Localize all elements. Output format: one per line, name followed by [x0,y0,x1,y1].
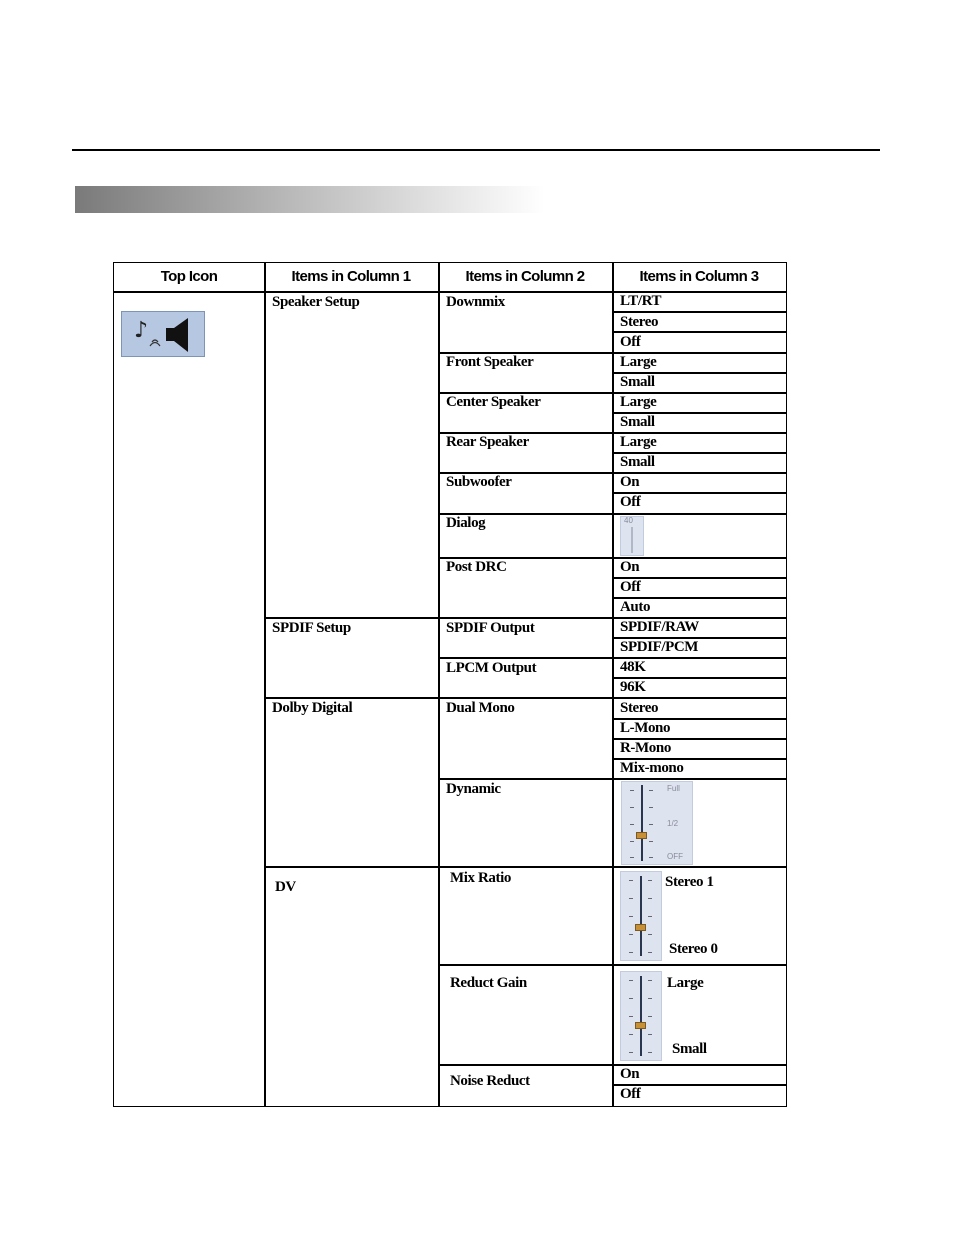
col3-value: On [620,1066,640,1082]
reduct-gain-top-label: Large [667,975,704,991]
col3-value: Mix-mono [620,760,684,776]
col2-mix-ratio: Mix Ratio [450,870,511,886]
col3-value: On [620,559,640,575]
col3-value: Stereo [620,314,659,330]
speaker-icon [122,312,206,358]
slider-tick [648,1052,652,1053]
col3-value: Off [620,1086,641,1102]
mix-ratio-bottom-label: Stereo 0 [669,941,718,957]
slider-tick [630,857,634,858]
row-sep [438,964,786,966]
col2-lpcm-output: LPCM Output [446,660,537,676]
audio-setup-icon [121,311,205,357]
col2-rear-speaker: Rear Speaker [446,434,529,450]
col2-front-speaker: Front Speaker [446,354,534,370]
slider-tick [649,790,653,791]
header-column-1: Items in Column 1 [291,268,411,285]
slider-tick [648,1016,652,1017]
slider-tick [649,841,653,842]
col3-value: SPDIF/RAW [620,619,699,635]
slider-track [640,976,642,1056]
slider-tick [649,857,653,858]
slider-track [631,527,633,553]
col2-center-speaker: Center Speaker [446,394,541,410]
slider-thumb[interactable] [635,924,646,931]
col3-value: Small [620,414,655,430]
col2-downmix: Downmix [446,294,505,310]
col2-dynamic: Dynamic [446,781,501,797]
section-header-bar [75,186,545,213]
row-sep [438,1064,786,1066]
col3-value: Off [620,334,641,350]
header-column-3: Items in Column 3 [639,268,759,285]
dynamic-slider-bottom-label: OFF [667,852,683,861]
col1-spdif-setup: SPDIF Setup [272,620,351,636]
col3-value: Off [620,579,641,595]
slider-tick [629,980,633,981]
col3-value: R-Mono [620,740,671,756]
slider-thumb[interactable] [636,832,647,839]
col3-value: Large [620,434,657,450]
slider-tick [629,898,633,899]
slider-tick [630,841,634,842]
col3-value: Small [620,374,655,390]
mix-ratio-top-label: Stereo 1 [665,874,714,890]
col2-dual-mono: Dual Mono [446,700,515,716]
col1-dv: DV [275,879,296,895]
col2-dialog: Dialog [446,515,486,531]
col3-value: Large [620,354,657,370]
slider-tick [649,824,653,825]
slider-tick [629,952,633,953]
slider-tick [648,980,652,981]
slider-tick [648,934,652,935]
col3-value: Off [620,494,641,510]
row-sep [438,513,786,515]
header-column-2: Items in Column 2 [465,268,585,285]
slider-track [640,876,642,956]
slider-tick [649,807,653,808]
dialog-slider[interactable] [620,516,644,556]
col1-speaker-setup: Speaker Setup [272,294,360,310]
col1-dolby-digital: Dolby Digital [272,700,353,716]
slider-tick [629,998,633,999]
col2-reduct-gain: Reduct Gain [450,975,527,991]
mix-ratio-slider[interactable] [620,871,662,961]
row-sep [264,866,786,868]
slider-tick [629,916,633,917]
col3-value: 48K [620,659,646,675]
col3-value: 96K [620,679,646,695]
col3-value: L-Mono [620,720,671,736]
col2-noise-reduct: Noise Reduct [450,1073,530,1089]
slider-tick [629,1016,633,1017]
col3-value: Auto [620,599,651,615]
col3-value: Small [620,454,655,470]
slider-tick [629,1034,633,1035]
slider-thumb[interactable] [635,1022,646,1029]
top-rule [72,149,880,151]
slider-tick [648,898,652,899]
music-note-icon: ♪ [134,318,149,343]
slider-track [641,785,643,861]
reduct-gain-bottom-label: Small [672,1041,707,1057]
col-divider-3 [612,263,614,1106]
slider-tick [630,824,634,825]
col3-value: SPDIF/PCM [620,639,699,655]
slider-tick [648,952,652,953]
col2-post-drc: Post DRC [446,559,507,575]
slider-tick [630,807,634,808]
slider-tick [630,790,634,791]
col-divider-1 [264,263,266,1106]
slider-tick [648,880,652,881]
slider-tick [629,1052,633,1053]
audio-setup-table [113,262,787,1107]
dialog-slider-label: 40 [624,516,633,525]
slider-tick [629,934,633,935]
col3-value: On [620,474,640,490]
col2-spdif-output: SPDIF Output [446,620,535,636]
reduct-gain-slider[interactable] [620,971,662,1061]
col3-value: Stereo [620,700,659,716]
col3-value: Large [620,394,657,410]
col2-subwoofer: Subwoofer [446,474,512,490]
dynamic-slider-top-label: Full [667,784,680,793]
col-divider-2 [438,263,440,1106]
slider-tick [648,916,652,917]
slider-tick [648,998,652,999]
slider-tick [629,880,633,881]
col3-value: LT/RT [620,293,662,309]
slider-tick [648,1034,652,1035]
dynamic-slider[interactable] [621,781,693,865]
header-top-icon: Top Icon [160,268,218,285]
dynamic-slider-mid-label: 1/2 [667,819,679,828]
